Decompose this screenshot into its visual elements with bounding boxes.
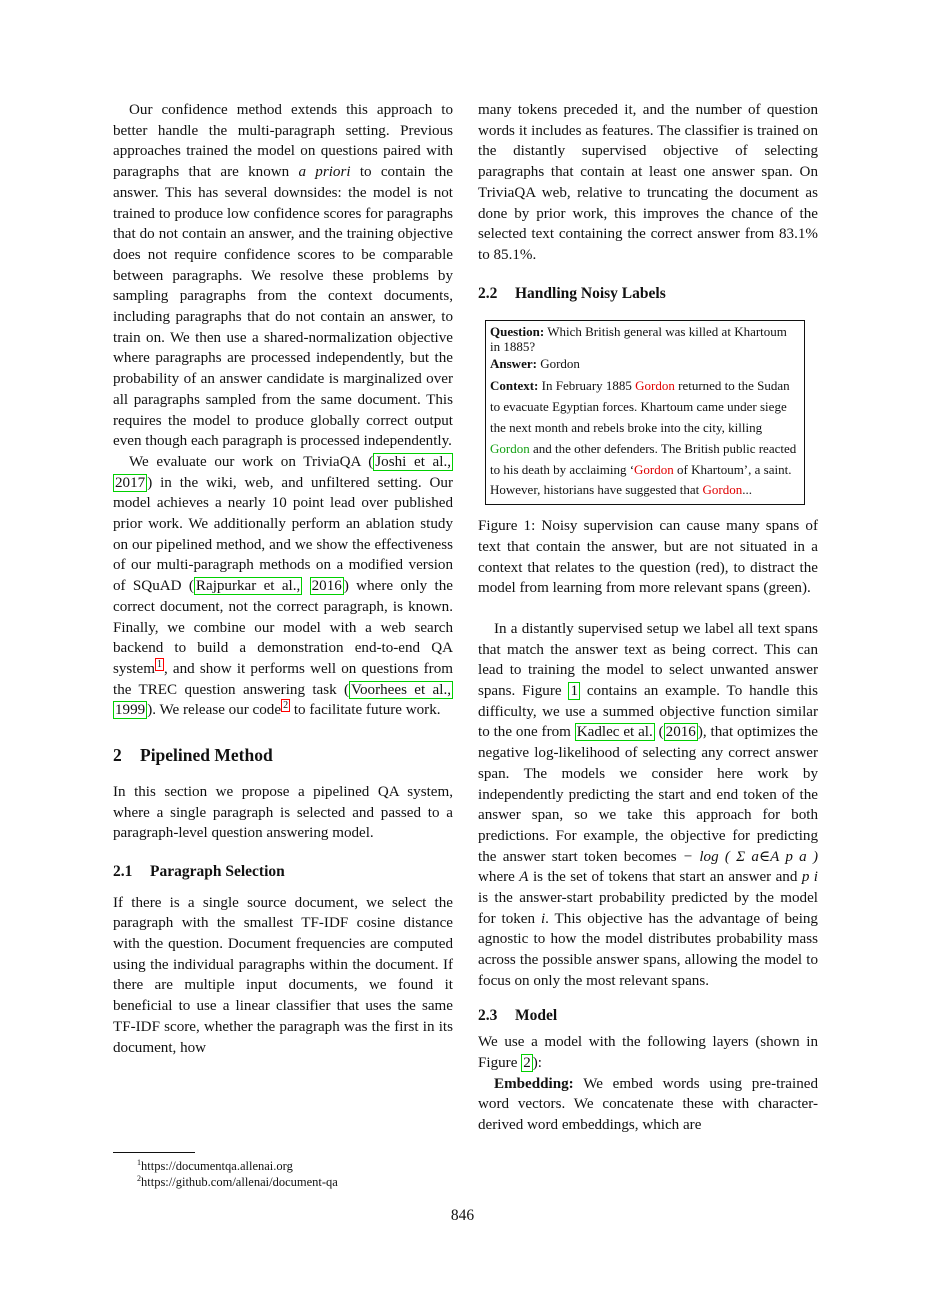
citation-rajpurkar-year[interactable]: 2016 (311, 578, 342, 595)
math-objective: − log ( Σ a∈A p a ) (682, 848, 819, 865)
citation-joshi-year[interactable]: 2017 (115, 474, 146, 491)
section-number: 2.1 (113, 862, 133, 880)
footnote-url[interactable]: https://documentqa.allenai.org (141, 1159, 293, 1173)
text: ), that optimizes the negative log-likelihood of selecting any correct answer span. The models we consider here work by independently predicting the start and end token of the answer span, so we take this approach for both predictions. For example, the objective for predicting the answer start token becomes (478, 724, 818, 865)
footnote-2 (113, 1174, 453, 1190)
citation-voorhees-year[interactable]: 1999 (115, 702, 146, 719)
answer-span-red: Gordon (635, 378, 675, 394)
citation-kadlec[interactable]: Kadlec et al. (576, 724, 653, 741)
figure-1-caption: Figure 1: Noisy supervision can cause many spans of text that contain the answer, but are not situated in a context that relates to the question (red), to distract the model from learning from more relevant spans (green). (478, 518, 818, 597)
context-text: returned to the Sudan to evacuate Egyptian forces. Khartoum came under siege the next month and rebels broke into the city, killing (490, 378, 790, 435)
footnotes (113, 1158, 453, 1190)
section-2-1-heading (113, 862, 453, 883)
text: is the set of tokens that start an answer and (532, 869, 798, 886)
math-i: i (540, 910, 546, 927)
text: , and show it performs well on questions from the TREC question answering task ( (113, 660, 453, 698)
footnote-2-link[interactable]: 2 (283, 700, 289, 712)
text: where (478, 869, 515, 886)
question-text: Which British general was killed at Khartoum in 1885? (490, 324, 787, 355)
intro-paragraph-2 (113, 452, 453, 721)
text: to contain the answer. This has several downsides: the model is not trained to produce low confidence scores for paragraphs that do not contain an answer, and the training objective does not require confidence scores to be comparable between paragraphs. We resolve these problems by sampling paragraphs from the context documents, including paragraphs that do not contain an answer, to train on. We then use a shared-normalization objective where paragraphs are processed independently, but the probability of an answer candidate is marginalized over all paragraphs sampled from the same document. This requires the model to produce globally correct output even though each paragraph is processed independently. (113, 164, 453, 450)
citation-kadlec-year[interactable]: 2016 (665, 724, 696, 741)
answer-label: Answer: (490, 356, 537, 372)
text: . This objective has the advantage of being agnostic to how the model distributes probability mass across the possible answer spans, allowing the model to focus on only the most relevant spans. (478, 910, 818, 989)
footnote-rule (113, 1152, 195, 1153)
text: ) where only the correct document, not the correct paragraph, is known. Finally, we combine our model with a web search backend to build a demonstration end-to-end QA system (113, 578, 453, 677)
figure-1-box (485, 320, 805, 505)
math-pi: p i (801, 869, 818, 886)
answer-span-green: Gordon (490, 440, 530, 456)
section-2-3-heading (478, 1006, 818, 1027)
text: ): (532, 1054, 542, 1071)
text: ) in the wiki, web, and unfiltered setting. Our model achieves a nearly 10 point lead over published prior work. We additionally perform an ablation study on our pipelined method, and we show the effectiveness of our multi-paragraph methods on a modified version of SQuAD ( (113, 474, 453, 595)
section-2-heading (113, 745, 453, 766)
text: In a distantly supervised setup we label all text spans that match the answer text as being correct. This can lead to training the model to select unwanted answer spans. Figure (478, 620, 818, 700)
context-text: In February 1885 (541, 378, 632, 394)
figure-context (490, 376, 799, 501)
italic-text: a priori (298, 164, 351, 181)
section-title: Handling Noisy Labels (515, 284, 666, 302)
section-title: Paragraph Selection (150, 862, 285, 880)
footnote-1-link[interactable]: 1 (156, 658, 162, 670)
answer-span-red: Gordon (634, 461, 674, 477)
footnote-mark: 2 (137, 1173, 141, 1183)
right-column (478, 100, 818, 1136)
figure-2-ref[interactable]: 2 (523, 1054, 531, 1071)
section-2-2-heading (478, 284, 818, 305)
text: We embed words using pre-trained word vectors. We concatenate these with character-derived word embeddings, which are (478, 1075, 818, 1134)
context-text: and the other defenders. The British public reacted to his death by acclaiming ‘ (490, 440, 797, 477)
citation-rajpurkar[interactable]: Rajpurkar et al., (195, 578, 301, 595)
text: Our confidence method extends this approach to better handle the multi-paragraph setting. Previous approaches trained the model on questions paired with paragraphs that are known (113, 102, 453, 181)
text: is the answer-start probability predicted by the model for token (478, 890, 818, 927)
math-A: A (519, 869, 529, 886)
text: ). We release our code (147, 702, 282, 719)
left-column (113, 100, 453, 1058)
footnote-url[interactable]: https://github.com/allenai/document-qa (141, 1175, 338, 1189)
text: We evaluate our work on TriviaQA ( (129, 453, 374, 470)
section-2-paragraph: In this section we propose a pipelined QA system, where a single paragraph is selected and passed to a paragraph-level question answering model. (113, 783, 453, 842)
section-2-3-paragraph-1 (478, 1032, 818, 1073)
section-number: 2.2 (478, 284, 498, 302)
section-2-1-paragraph: If there is a single source document, we select the paragraph with the smallest TF-IDF cosine distance with the question. Document frequencies are computed using the individual paragraphs within the document. If there are multiple input documents, we found it beneficial to use a linear classifier that uses the same TF-IDF score, whether the paragraph was the first in its document, how (113, 894, 453, 1056)
citation-joshi[interactable]: Joshi et al., (375, 453, 451, 470)
section-2-2-paragraph: In a distantly supervised setup we label all text spans that match the answer text as being correct. This can lead to training the model to select unwanted answer spans. Figure 1 contains an example. To handle this difficulty, we use a summed objective function similar to the one from Kadlec et al. ( 2016 ), that optimizes the negative log-likelihood of selecting any correct answer span. The models we consider here work by independently predicting the start and end token of the answer span, so we take this approach for both predictions. For example, the objective for predicting the answer start token becomes − log ( Σ a∈A p a ) where A is the set of tokens that start an answer and p i is the answer-start probability predicted by the model for token i. This objective has the advantage of being agnostic to how the model distributes probability mass across the possible answer spans, allowing the model to focus on only the most relevant spans. (478, 620, 819, 989)
answer-span-red: Gordon (702, 482, 743, 498)
page-number: 846 (450, 1207, 475, 1224)
figure-answer (490, 356, 799, 372)
context-text: ... (742, 482, 752, 498)
context-label: Context: (490, 378, 539, 394)
question-label: Question: (490, 324, 545, 340)
text: to facilitate future work. (293, 702, 441, 719)
context-text: of Khartoum’, a saint. However, historians have suggested that (490, 461, 792, 498)
text: contains an example. To handle this difficulty, we use a summed objective function similar to the one from (478, 683, 819, 741)
section-number: 2 (113, 745, 122, 766)
figure-1-ref[interactable]: 1 (570, 683, 578, 700)
footnote-1 (113, 1158, 453, 1174)
answer-text: Gordon (540, 356, 580, 372)
intro-paragraph-1 (113, 100, 453, 452)
section-title: Model (515, 1006, 558, 1024)
section-number: 2.3 (478, 1006, 498, 1024)
citation-voorhees[interactable]: Voorhees et al., (351, 681, 451, 698)
section-2-3-paragraph-2 (478, 1074, 818, 1136)
footnote-mark: 1 (137, 1157, 141, 1167)
section-title: Pipelined Method (140, 745, 273, 766)
embedding-label: Embedding: (494, 1075, 574, 1092)
figure-question (490, 324, 799, 354)
text: We use a model with the following layers (shown in Figure (478, 1034, 818, 1071)
continued-paragraph: many tokens preceded it, and the number of question words it includes as features. The classifier is trained on the distantly supervised objective of selecting paragraphs that contain at least one answer span. On TriviaQA web, relative to truncating the document as done by prior work, this improves the chance of the selected text containing the correct answer from 83.1% to 85.1%. (478, 102, 818, 263)
